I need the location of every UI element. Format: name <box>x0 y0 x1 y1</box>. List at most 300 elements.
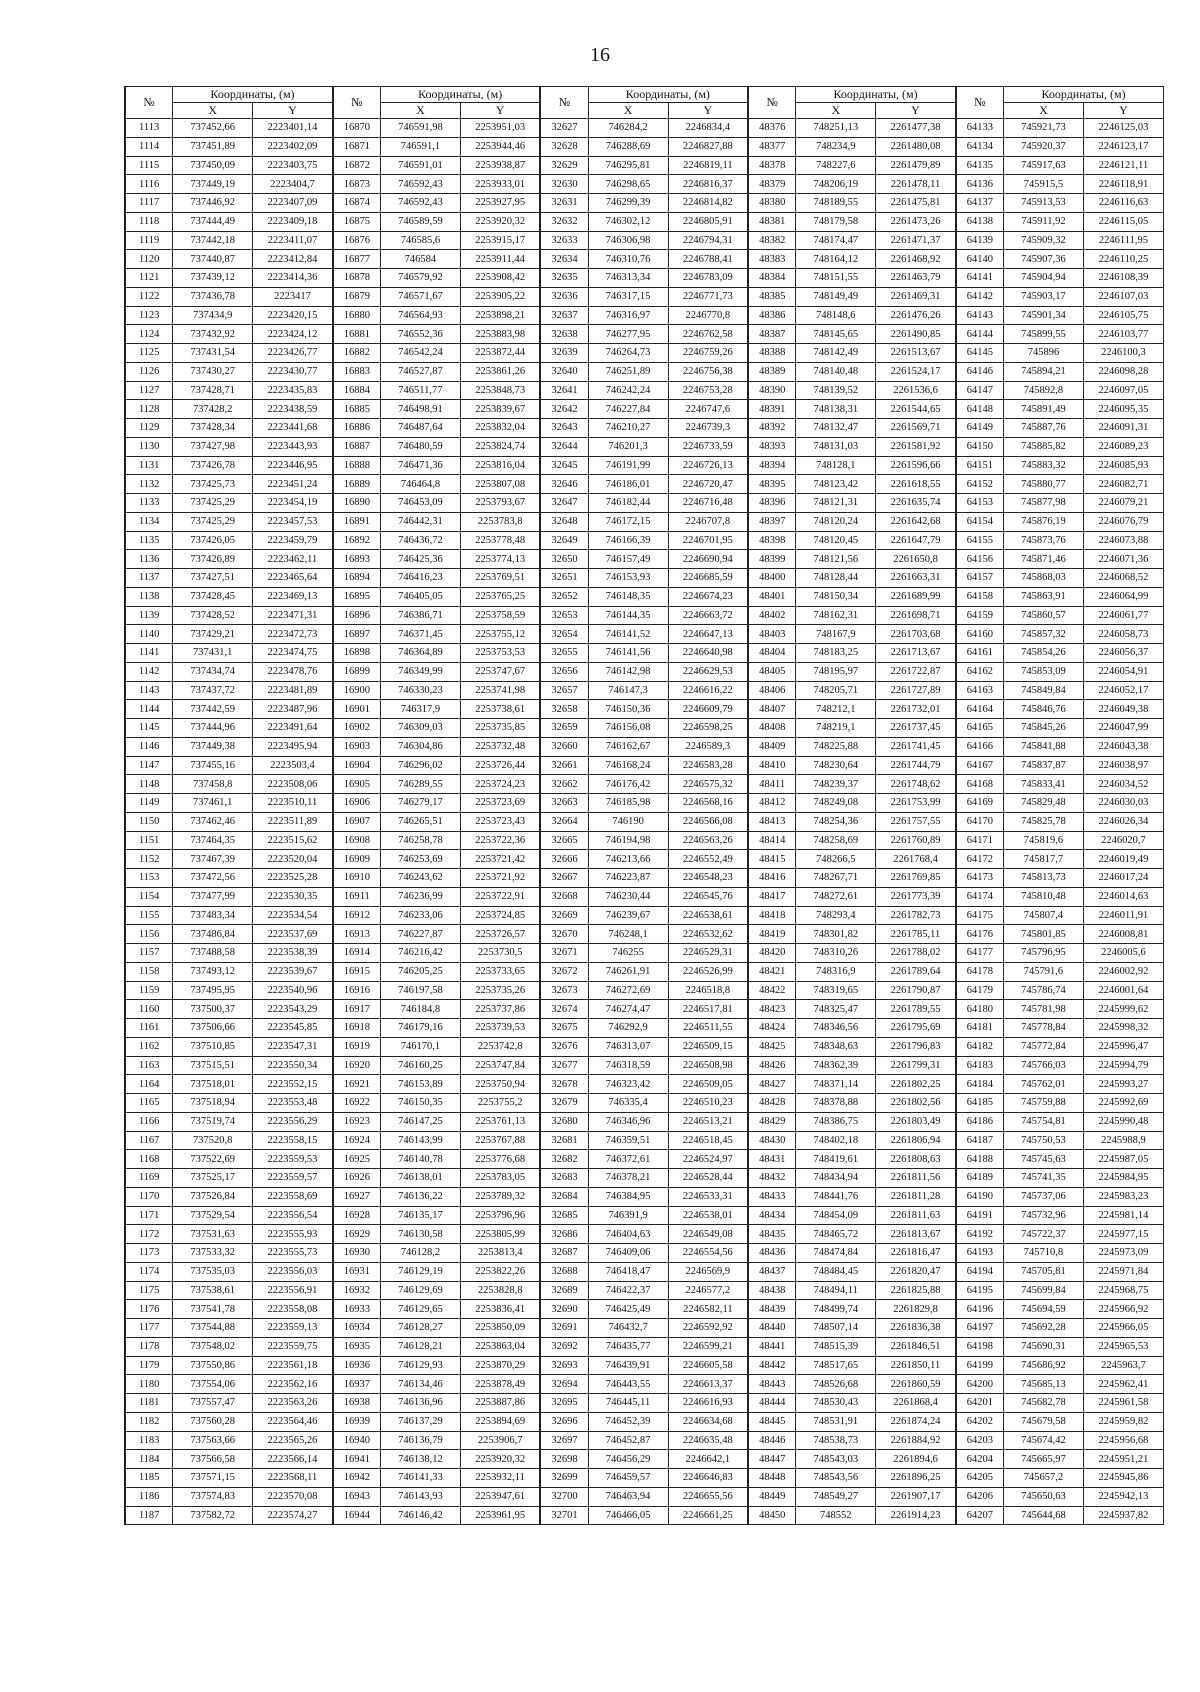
y-coordinate-cell: 2246563,26 <box>668 831 748 850</box>
y-coordinate-cell: 2261473,26 <box>876 212 956 231</box>
x-coordinate-cell: 746349,99 <box>380 662 460 681</box>
x-coordinate-cell: 746172,15 <box>588 512 668 531</box>
x-coordinate-cell: 737560,28 <box>173 1412 253 1431</box>
x-coordinate-cell: 737431,54 <box>173 344 253 363</box>
y-coordinate-cell: 2223412,84 <box>253 250 333 269</box>
point-number-cell: 64191 <box>956 1206 1004 1225</box>
point-number-cell: 32663 <box>540 794 588 813</box>
y-coordinate-cell: 2223561,18 <box>253 1356 333 1375</box>
y-coordinate-cell: 2261868,4 <box>876 1394 956 1413</box>
y-coordinate-cell: 2253723,69 <box>460 794 540 813</box>
x-coordinate-cell: 746409,06 <box>588 1244 668 1263</box>
y-coordinate-cell: 2261698,71 <box>876 606 956 625</box>
x-coordinate-cell: 746197,58 <box>380 981 460 1000</box>
point-number-cell: 64169 <box>956 794 1004 813</box>
x-coordinate-cell: 745650,63 <box>1004 1487 1084 1506</box>
y-coordinate-cell: 2253870,29 <box>460 1356 540 1375</box>
y-coordinate-cell: 2223537,69 <box>253 925 333 944</box>
y-coordinate-cell: 2253721,92 <box>460 869 540 888</box>
y-coordinate-cell: 2253828,8 <box>460 1281 540 1300</box>
point-number-cell: 64150 <box>956 437 1004 456</box>
point-number-cell: 32642 <box>540 400 588 419</box>
y-coordinate-cell: 2223540,96 <box>253 981 333 1000</box>
table-row <box>125 1169 1164 1188</box>
table-row <box>125 456 1164 475</box>
point-number-cell: 48432 <box>748 1169 796 1188</box>
point-number-cell: 1154 <box>125 887 173 906</box>
x-coordinate-cell: 748179,58 <box>796 212 876 231</box>
y-coordinate-cell: 2245942,13 <box>1083 1487 1163 1506</box>
x-coordinate-cell: 746129,93 <box>380 1356 460 1375</box>
x-coordinate-cell: 746137,29 <box>380 1412 460 1431</box>
y-coordinate-cell: 2245996,47 <box>1083 1037 1163 1056</box>
header-coordinates: Координаты, (м) <box>1004 87 1164 103</box>
y-coordinate-cell: 2246549,08 <box>668 1225 748 1244</box>
y-coordinate-cell: 2223451,24 <box>253 475 333 494</box>
x-coordinate-cell: 737525,17 <box>173 1169 253 1188</box>
point-number-cell: 16916 <box>333 981 381 1000</box>
y-coordinate-cell: 2246510,23 <box>668 1094 748 1113</box>
x-coordinate-cell: 748371,14 <box>796 1075 876 1094</box>
point-number-cell: 64135 <box>956 156 1004 175</box>
x-coordinate-cell: 737449,38 <box>173 737 253 756</box>
point-number-cell: 64194 <box>956 1262 1004 1281</box>
y-coordinate-cell: 2261650,8 <box>876 550 956 569</box>
x-coordinate-cell: 745807,4 <box>1004 906 1084 925</box>
x-coordinate-cell: 746330,23 <box>380 681 460 700</box>
x-coordinate-cell: 737428,52 <box>173 606 253 625</box>
header-coordinates: Координаты, (м) <box>380 87 540 103</box>
y-coordinate-cell: 2246707,8 <box>668 512 748 531</box>
x-coordinate-cell: 737450,09 <box>173 156 253 175</box>
y-coordinate-cell: 2253724,85 <box>460 906 540 925</box>
table-row <box>125 325 1164 344</box>
point-number-cell: 32660 <box>540 737 588 756</box>
x-coordinate-cell: 737563,66 <box>173 1431 253 1450</box>
point-number-cell: 16911 <box>333 887 381 906</box>
y-coordinate-cell: 2261806,94 <box>876 1131 956 1150</box>
point-number-cell: 16938 <box>333 1394 381 1413</box>
table-row <box>125 1506 1164 1525</box>
x-coordinate-cell: 746416,23 <box>380 569 460 588</box>
point-number-cell: 64142 <box>956 287 1004 306</box>
point-number-cell: 64134 <box>956 137 1004 156</box>
y-coordinate-cell: 2246005,6 <box>1083 944 1163 963</box>
y-coordinate-cell: 2253778,48 <box>460 531 540 550</box>
y-coordinate-cell: 2261825,88 <box>876 1281 956 1300</box>
point-number-cell: 32699 <box>540 1469 588 1488</box>
x-coordinate-cell: 737431,1 <box>173 644 253 663</box>
x-coordinate-cell: 748346,56 <box>796 1019 876 1038</box>
y-coordinate-cell: 2223574,27 <box>253 1506 333 1525</box>
x-coordinate-cell: 746372,61 <box>588 1150 668 1169</box>
x-coordinate-cell: 746452,39 <box>588 1412 668 1431</box>
y-coordinate-cell: 2223495,94 <box>253 737 333 756</box>
x-coordinate-cell: 737538,61 <box>173 1281 253 1300</box>
y-coordinate-cell: 2261737,45 <box>876 719 956 738</box>
x-coordinate-cell: 737582,72 <box>173 1506 253 1525</box>
x-coordinate-cell: 746138,12 <box>380 1450 460 1469</box>
y-coordinate-cell: 2223555,93 <box>253 1225 333 1244</box>
point-number-cell: 64133 <box>956 119 1004 138</box>
point-number-cell: 16892 <box>333 531 381 550</box>
y-coordinate-cell: 2261741,45 <box>876 737 956 756</box>
point-number-cell: 64183 <box>956 1056 1004 1075</box>
y-coordinate-cell: 2246110,25 <box>1083 250 1163 269</box>
point-number-cell: 48415 <box>748 850 796 869</box>
y-coordinate-cell: 2223420,15 <box>253 306 333 325</box>
y-coordinate-cell: 2245937,82 <box>1083 1506 1163 1525</box>
y-coordinate-cell: 2245959,82 <box>1083 1412 1163 1431</box>
y-coordinate-cell: 2223503,4 <box>253 756 333 775</box>
y-coordinate-cell: 2253761,13 <box>460 1112 540 1131</box>
y-coordinate-cell: 2223457,53 <box>253 512 333 531</box>
point-number-cell: 16882 <box>333 344 381 363</box>
point-number-cell: 48405 <box>748 662 796 681</box>
point-number-cell: 32638 <box>540 325 588 344</box>
point-number-cell: 32661 <box>540 756 588 775</box>
y-coordinate-cell: 2261790,87 <box>876 981 956 1000</box>
x-coordinate-cell: 748162,31 <box>796 606 876 625</box>
point-number-cell: 48377 <box>748 137 796 156</box>
point-number-cell: 48416 <box>748 869 796 888</box>
y-coordinate-cell: 2246082,71 <box>1083 475 1163 494</box>
y-coordinate-cell: 2253747,84 <box>460 1056 540 1075</box>
y-coordinate-cell: 2223563,26 <box>253 1394 333 1413</box>
x-coordinate-cell: 746279,17 <box>380 794 460 813</box>
point-number-cell: 16904 <box>333 756 381 775</box>
x-coordinate-cell: 745705,81 <box>1004 1262 1084 1281</box>
point-number-cell: 16910 <box>333 869 381 888</box>
point-number-cell: 16873 <box>333 175 381 194</box>
point-number-cell: 1127 <box>125 381 173 400</box>
point-number-cell: 1132 <box>125 475 173 494</box>
point-number-cell: 48429 <box>748 1112 796 1131</box>
point-number-cell: 1158 <box>125 962 173 981</box>
x-coordinate-cell: 745679,58 <box>1004 1412 1084 1431</box>
point-number-cell: 32688 <box>540 1262 588 1281</box>
point-number-cell: 64189 <box>956 1169 1004 1188</box>
x-coordinate-cell: 737461,1 <box>173 794 253 813</box>
y-coordinate-cell: 2245968,75 <box>1083 1281 1163 1300</box>
y-coordinate-cell: 2246554,56 <box>668 1244 748 1263</box>
y-coordinate-cell: 2261471,37 <box>876 231 956 250</box>
x-coordinate-cell: 745892,8 <box>1004 381 1084 400</box>
y-coordinate-cell: 2246011,91 <box>1083 906 1163 925</box>
y-coordinate-cell: 2223481,89 <box>253 681 333 700</box>
x-coordinate-cell: 745686,92 <box>1004 1356 1084 1375</box>
point-number-cell: 1153 <box>125 869 173 888</box>
point-number-cell: 64188 <box>956 1150 1004 1169</box>
x-coordinate-cell: 746128,27 <box>380 1319 460 1338</box>
point-number-cell: 64152 <box>956 475 1004 494</box>
x-coordinate-cell: 746239,67 <box>588 906 668 925</box>
y-coordinate-cell: 2261513,67 <box>876 344 956 363</box>
y-coordinate-cell: 2246049,38 <box>1083 700 1163 719</box>
x-coordinate-cell: 737483,34 <box>173 906 253 925</box>
y-coordinate-cell: 2223553,48 <box>253 1094 333 1113</box>
point-number-cell: 16887 <box>333 437 381 456</box>
point-number-cell: 32671 <box>540 944 588 963</box>
point-number-cell: 32664 <box>540 812 588 831</box>
y-coordinate-cell: 2253878,49 <box>460 1375 540 1394</box>
x-coordinate-cell: 745854,26 <box>1004 644 1084 663</box>
y-coordinate-cell: 2223511,89 <box>253 812 333 831</box>
point-number-cell: 48418 <box>748 906 796 925</box>
y-coordinate-cell: 2246076,79 <box>1083 512 1163 531</box>
x-coordinate-cell: 746143,93 <box>380 1487 460 1506</box>
header-number: № <box>540 87 588 119</box>
x-coordinate-cell: 748120,24 <box>796 512 876 531</box>
x-coordinate-cell: 746310,76 <box>588 250 668 269</box>
point-number-cell: 32651 <box>540 569 588 588</box>
point-number-cell: 1186 <box>125 1487 173 1506</box>
y-coordinate-cell: 2223520,04 <box>253 850 333 869</box>
x-coordinate-cell: 746304,86 <box>380 737 460 756</box>
x-coordinate-cell: 746205,25 <box>380 962 460 981</box>
point-number-cell: 32700 <box>540 1487 588 1506</box>
x-coordinate-cell: 745876,19 <box>1004 512 1084 531</box>
y-coordinate-cell: 2253755,2 <box>460 1094 540 1113</box>
point-number-cell: 16929 <box>333 1225 381 1244</box>
y-coordinate-cell: 2253742,8 <box>460 1037 540 1056</box>
point-number-cell: 1117 <box>125 194 173 213</box>
point-number-cell: 64151 <box>956 456 1004 475</box>
point-number-cell: 32694 <box>540 1375 588 1394</box>
x-coordinate-cell: 746272,69 <box>588 981 668 1000</box>
y-coordinate-cell: 2253724,23 <box>460 775 540 794</box>
point-number-cell: 32659 <box>540 719 588 738</box>
y-coordinate-cell: 2246079,21 <box>1083 494 1163 513</box>
table-row <box>125 625 1164 644</box>
y-coordinate-cell: 2261713,67 <box>876 644 956 663</box>
x-coordinate-cell: 737500,37 <box>173 1000 253 1019</box>
point-number-cell: 16889 <box>333 475 381 494</box>
x-coordinate-cell: 737510,85 <box>173 1037 253 1056</box>
x-coordinate-cell: 746453,09 <box>380 494 460 513</box>
y-coordinate-cell: 2246599,21 <box>668 1337 748 1356</box>
point-number-cell: 16874 <box>333 194 381 213</box>
header-y: Y <box>668 103 748 119</box>
y-coordinate-cell: 2261896,25 <box>876 1469 956 1488</box>
table-row <box>125 737 1164 756</box>
x-coordinate-cell: 746359,51 <box>588 1131 668 1150</box>
x-coordinate-cell: 737574,83 <box>173 1487 253 1506</box>
point-number-cell: 16885 <box>333 400 381 419</box>
point-number-cell: 16921 <box>333 1075 381 1094</box>
x-coordinate-cell: 746136,22 <box>380 1187 460 1206</box>
y-coordinate-cell: 2245998,32 <box>1083 1019 1163 1038</box>
x-coordinate-cell: 748121,56 <box>796 550 876 569</box>
y-coordinate-cell: 2261757,55 <box>876 812 956 831</box>
y-coordinate-cell: 2246017,24 <box>1083 869 1163 888</box>
point-number-cell: 16923 <box>333 1112 381 1131</box>
x-coordinate-cell: 748402,18 <box>796 1131 876 1150</box>
y-coordinate-cell: 2245990,48 <box>1083 1112 1163 1131</box>
x-coordinate-cell: 737426,78 <box>173 456 253 475</box>
x-coordinate-cell: 746579,92 <box>380 269 460 288</box>
point-number-cell: 48406 <box>748 681 796 700</box>
table-row <box>125 212 1164 231</box>
x-coordinate-cell: 748526,68 <box>796 1375 876 1394</box>
x-coordinate-cell: 746443,55 <box>588 1375 668 1394</box>
x-coordinate-cell: 737462,46 <box>173 812 253 831</box>
point-number-cell: 1171 <box>125 1206 173 1225</box>
point-number-cell: 64146 <box>956 362 1004 381</box>
y-coordinate-cell: 2246518,45 <box>668 1131 748 1150</box>
y-coordinate-cell: 2253755,12 <box>460 625 540 644</box>
y-coordinate-cell: 2246008,81 <box>1083 925 1163 944</box>
y-coordinate-cell: 2246609,79 <box>668 700 748 719</box>
x-coordinate-cell: 748325,47 <box>796 1000 876 1019</box>
y-coordinate-cell: 2246616,93 <box>668 1394 748 1413</box>
point-number-cell: 1183 <box>125 1431 173 1450</box>
x-coordinate-cell: 748543,03 <box>796 1450 876 1469</box>
table-row <box>125 1000 1164 1019</box>
header-number: № <box>125 87 173 119</box>
point-number-cell: 16940 <box>333 1431 381 1450</box>
point-number-cell: 32656 <box>540 662 588 681</box>
point-number-cell: 32686 <box>540 1225 588 1244</box>
x-coordinate-cell: 746135,17 <box>380 1206 460 1225</box>
point-number-cell: 64178 <box>956 962 1004 981</box>
y-coordinate-cell: 2223552,15 <box>253 1075 333 1094</box>
y-coordinate-cell: 2261789,55 <box>876 1000 956 1019</box>
table-row <box>125 700 1164 719</box>
point-number-cell: 32629 <box>540 156 588 175</box>
point-number-cell: 32633 <box>540 231 588 250</box>
point-number-cell: 32631 <box>540 194 588 213</box>
y-coordinate-cell: 2246517,81 <box>668 1000 748 1019</box>
x-coordinate-cell: 745920,37 <box>1004 137 1084 156</box>
x-coordinate-cell: 748219,1 <box>796 719 876 738</box>
point-number-cell: 32639 <box>540 344 588 363</box>
point-number-cell: 48430 <box>748 1131 796 1150</box>
point-number-cell: 48393 <box>748 437 796 456</box>
y-coordinate-cell: 2261663,31 <box>876 569 956 588</box>
x-coordinate-cell: 745685,13 <box>1004 1375 1084 1394</box>
point-number-cell: 48425 <box>748 1037 796 1056</box>
y-coordinate-cell: 2245966,92 <box>1083 1300 1163 1319</box>
y-coordinate-cell: 2253911,44 <box>460 250 540 269</box>
point-number-cell: 48399 <box>748 550 796 569</box>
point-number-cell: 32690 <box>540 1300 588 1319</box>
coordinates-table <box>124 86 1164 1525</box>
point-number-cell: 64180 <box>956 1000 1004 1019</box>
x-coordinate-cell: 746213,66 <box>588 850 668 869</box>
y-coordinate-cell: 2246569,9 <box>668 1262 748 1281</box>
point-number-cell: 16872 <box>333 156 381 175</box>
x-coordinate-cell: 748254,36 <box>796 812 876 831</box>
x-coordinate-cell: 746313,07 <box>588 1037 668 1056</box>
x-coordinate-cell: 746176,42 <box>588 775 668 794</box>
x-coordinate-cell: 748128,44 <box>796 569 876 588</box>
point-number-cell: 16944 <box>333 1506 381 1525</box>
y-coordinate-cell: 2246511,55 <box>668 1019 748 1038</box>
y-coordinate-cell: 2253732,48 <box>460 737 540 756</box>
x-coordinate-cell: 737428,71 <box>173 381 253 400</box>
y-coordinate-cell: 2246642,1 <box>668 1450 748 1469</box>
x-coordinate-cell: 746157,49 <box>588 550 668 569</box>
x-coordinate-cell: 746585,6 <box>380 231 460 250</box>
point-number-cell: 16943 <box>333 1487 381 1506</box>
point-number-cell: 48413 <box>748 812 796 831</box>
y-coordinate-cell: 2261635,74 <box>876 494 956 513</box>
point-number-cell: 16931 <box>333 1262 381 1281</box>
table-row <box>125 231 1164 250</box>
x-coordinate-cell: 745885,82 <box>1004 437 1084 456</box>
table-row <box>125 1187 1164 1206</box>
y-coordinate-cell: 2253741,98 <box>460 681 540 700</box>
x-coordinate-cell: 748132,47 <box>796 419 876 438</box>
header-x: X <box>173 103 253 119</box>
x-coordinate-cell: 748121,31 <box>796 494 876 513</box>
y-coordinate-cell: 2261884,92 <box>876 1431 956 1450</box>
point-number-cell: 16919 <box>333 1037 381 1056</box>
y-coordinate-cell: 2223566,14 <box>253 1450 333 1469</box>
x-coordinate-cell: 746170,1 <box>380 1037 460 1056</box>
x-coordinate-cell: 745913,53 <box>1004 194 1084 213</box>
x-coordinate-cell: 748131,03 <box>796 437 876 456</box>
y-coordinate-cell: 2261727,89 <box>876 681 956 700</box>
y-coordinate-cell: 2261829,8 <box>876 1300 956 1319</box>
y-coordinate-cell: 2223550,34 <box>253 1056 333 1075</box>
header-coordinates: Координаты, (м) <box>173 87 333 103</box>
x-coordinate-cell: 737548,02 <box>173 1337 253 1356</box>
point-number-cell: 64166 <box>956 737 1004 756</box>
y-coordinate-cell: 2253753,53 <box>460 644 540 663</box>
y-coordinate-cell: 2246085,93 <box>1083 456 1163 475</box>
table-row <box>125 287 1164 306</box>
point-number-cell: 32654 <box>540 625 588 644</box>
x-coordinate-cell: 746564,93 <box>380 306 460 325</box>
x-coordinate-cell: 745853,09 <box>1004 662 1084 681</box>
y-coordinate-cell: 2253863,04 <box>460 1337 540 1356</box>
point-number-cell: 16871 <box>333 137 381 156</box>
point-number-cell: 48428 <box>748 1094 796 1113</box>
x-coordinate-cell: 746201,3 <box>588 437 668 456</box>
y-coordinate-cell: 2253816,04 <box>460 456 540 475</box>
x-coordinate-cell: 746162,67 <box>588 737 668 756</box>
y-coordinate-cell: 2261768,4 <box>876 850 956 869</box>
point-number-cell: 48390 <box>748 381 796 400</box>
point-number-cell: 32637 <box>540 306 588 325</box>
table-row <box>125 925 1164 944</box>
point-number-cell: 64187 <box>956 1131 1004 1150</box>
x-coordinate-cell: 746258,78 <box>380 831 460 850</box>
y-coordinate-cell: 2246054,91 <box>1083 662 1163 681</box>
x-coordinate-cell: 746143,99 <box>380 1131 460 1150</box>
point-number-cell: 48448 <box>748 1469 796 1488</box>
x-coordinate-cell: 746284,2 <box>588 119 668 138</box>
x-coordinate-cell: 737425,29 <box>173 494 253 513</box>
point-number-cell: 1122 <box>125 287 173 306</box>
x-coordinate-cell: 746185,98 <box>588 794 668 813</box>
point-number-cell: 16897 <box>333 625 381 644</box>
x-coordinate-cell: 748249,08 <box>796 794 876 813</box>
x-coordinate-cell: 745841,88 <box>1004 737 1084 756</box>
x-coordinate-cell: 748301,82 <box>796 925 876 944</box>
x-coordinate-cell: 748145,65 <box>796 325 876 344</box>
y-coordinate-cell: 2245971,84 <box>1083 1262 1163 1281</box>
y-coordinate-cell: 2246064,99 <box>1083 587 1163 606</box>
y-coordinate-cell: 2246061,77 <box>1083 606 1163 625</box>
point-number-cell: 1125 <box>125 344 173 363</box>
point-number-cell: 48423 <box>748 1000 796 1019</box>
point-number-cell: 32640 <box>540 362 588 381</box>
y-coordinate-cell: 2261479,89 <box>876 156 956 175</box>
y-coordinate-cell: 2246568,16 <box>668 794 748 813</box>
